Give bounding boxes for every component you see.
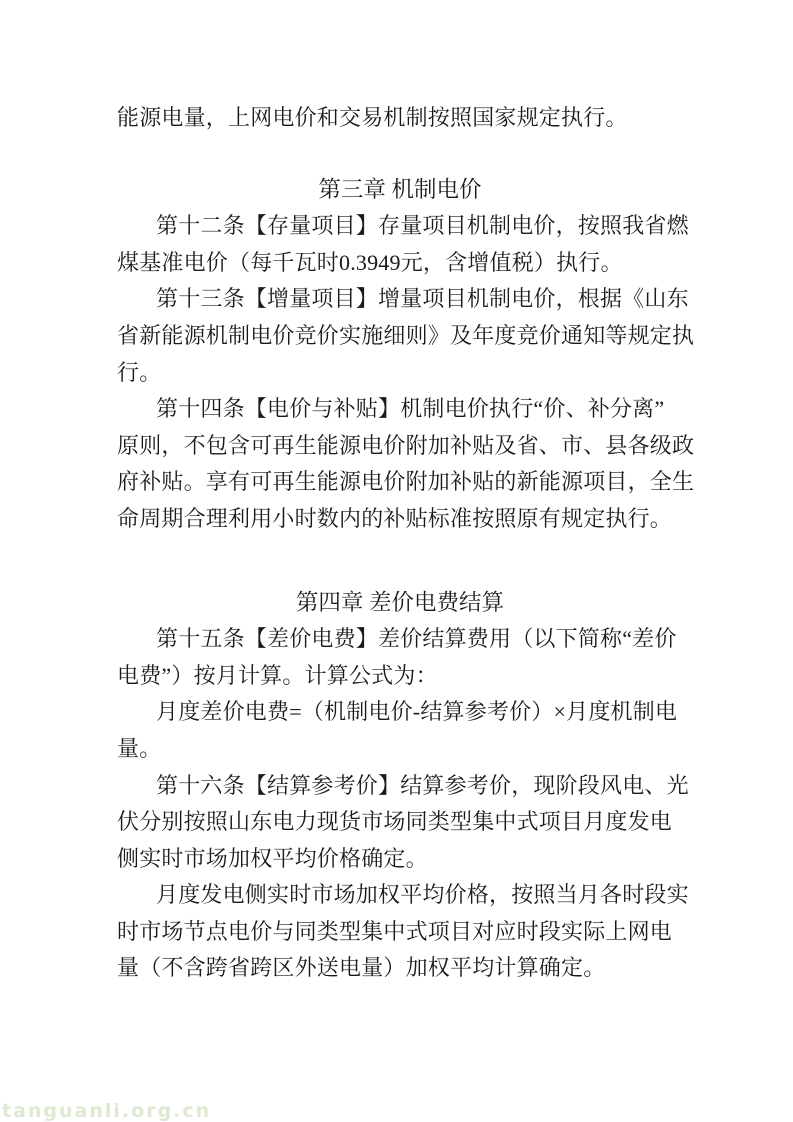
chapter-heading: 第三章 机制电价 [318, 176, 482, 202]
text-line: 侧实时市场加权平均价格确定。 [117, 845, 428, 871]
text-line: 电费”）按月计算。计算公式为： [117, 662, 438, 688]
text-line: 煤基准电价（每千瓦时0.3949元，含增值税）执行。 [117, 249, 623, 275]
text-line: 量。 [117, 735, 162, 761]
text-line: 府补贴。享有可再生能源电价附加补贴的新能源项目，全生 [117, 469, 695, 495]
text-line: 原则，不包含可再生能源电价附加补贴及省、市、县各级政 [117, 432, 695, 458]
text-line: 行。 [117, 359, 162, 385]
text-line: 命周期合理利用小时数内的补贴标准按照原有规定执行。 [117, 505, 673, 531]
chapter-heading: 第四章 差价电费结算 [295, 589, 505, 615]
text-line: 第十五条【差价电费】差价结算费用（以下简称“差价 [156, 626, 677, 652]
text-line: 第十二条【存量项目】存量项目机制电价，按照我省燃 [156, 213, 689, 239]
text-line: 能源电量，上网电价和交易机制按照国家规定执行。 [117, 105, 628, 130]
text-line: 月度发电侧实时市场加权平均价格，按照当月各时段实 [156, 882, 689, 908]
text-line: 第十三条【增量项目】增量项目机制电价，根据《山东 [156, 286, 689, 312]
document-body [117, 100, 695, 987]
text-line: 伏分别按照山东电力现货市场同类型集中式项目月度发电 [117, 809, 673, 835]
text-line: 第十四条【电价与补贴】机制电价执行“价、补分离” [156, 396, 665, 422]
text-line: 月度差价电费=（机制电价-结算参考价）×月度机制电 [156, 699, 678, 725]
text-line: 时市场节点电价与同类型集中式项目对应时段实际上网电 [117, 918, 673, 944]
site-watermark: tanguanli.org.cn [2, 1100, 212, 1122]
text-line: 第十六条【结算参考价】结算参考价，现阶段风电、光 [156, 772, 689, 798]
text-line: 省新能源机制电价竞价实施细则》及年度竞价通知等规定执 [117, 322, 695, 348]
text-line: 量（不含跨省跨区外送电量）加权平均计算确定。 [117, 955, 606, 981]
